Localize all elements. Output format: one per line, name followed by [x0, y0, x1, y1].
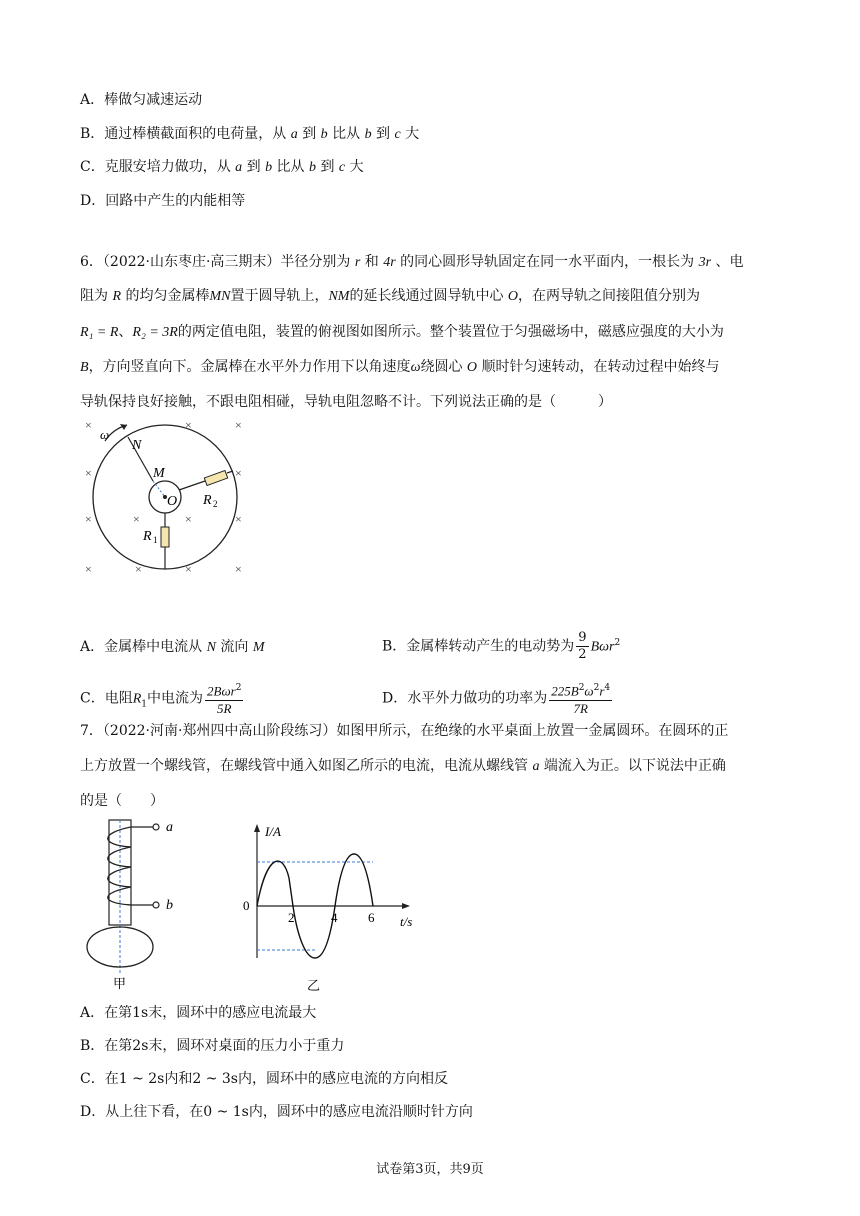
page-footer: 试卷第3页，共9页	[376, 1162, 484, 1177]
q6-stem-line4: B，方向竖直向下。金属棒在水平外力作用下以角速度ω绕圆心 O 顺时针匀速转动，在转动过程中始终与	[80, 359, 720, 375]
q5-option-c: C．克服安培力做功，从 a 到 b 比从 b 到 c 大	[80, 159, 364, 175]
resistor-r1	[161, 527, 169, 547]
rod-extension	[153, 481, 165, 497]
q6-option-d: D．水平外力做功的功率为 $\frac{225B^2\omega^2r^4}{7R}$	[382, 680, 614, 717]
q6-option-c: C．电阻$R_1$中电流为 $\frac{2B\omega r^2}{5R}$	[80, 680, 245, 717]
svg-text:t/s: t/s	[400, 914, 413, 929]
q7-stem-line2: 上方放置一个螺线管，在螺线管中通入如图乙所示的电流，电流从螺线管 a 端流入为正。以下说法中正确	[80, 758, 726, 774]
svg-text:×: ×	[235, 512, 242, 526]
svg-text:ω: ω	[100, 427, 110, 442]
svg-text:6: 6	[368, 910, 375, 925]
q6-stem-line3: R₁ = R、R₂ = 3R的两定值电阻，装置的俯视图如图所示。整个装置位于匀强磁场中，磁感应强度的大小为	[80, 324, 724, 340]
q6-stem-line5: 导轨保持良好接触，不跟电阻相碰，导轨电阻忽略不计。下列说法正确的是（ ）	[80, 394, 612, 410]
svg-text:×: ×	[185, 418, 192, 432]
svg-text:×: ×	[235, 418, 242, 432]
terminal-a	[153, 824, 159, 830]
svg-text:×: ×	[185, 562, 192, 576]
svg-text:N: N	[132, 438, 142, 453]
svg-text:R: R	[203, 493, 212, 508]
svg-text:乙: 乙	[307, 978, 321, 993]
svg-text:I/A: I/A	[265, 824, 281, 839]
svg-text:b: b	[166, 898, 173, 913]
q7-figure-jia	[80, 815, 190, 995]
svg-text:R: R	[143, 529, 152, 544]
q6-option-b: B．金属棒转动产生的电动势为 $\frac{9}{2}$ Bωr$^2$	[382, 630, 621, 662]
q7-option-b: B．在第2s末，圆环对桌面的压力小于重力	[80, 1038, 345, 1054]
svg-text:0: 0	[243, 898, 250, 913]
svg-text:甲: 甲	[113, 976, 127, 991]
svg-text:1: 1	[153, 535, 158, 545]
q7-stem-line1: 7．（2022·河南·郑州四中高山阶段练习）如图甲所示，在绝缘的水平桌面上放置一金属圆环。在圆环的正	[80, 723, 729, 739]
svg-text:×: ×	[85, 418, 92, 432]
q6-stem-line1: 6．（2022·山东枣庄·高三期末）半径分别为 r 和 4r 的同心圆形导轨固定在同一水平面内，一根长为 3r 、电	[80, 254, 744, 270]
svg-text:2: 2	[213, 499, 218, 509]
svg-text:M: M	[153, 466, 165, 481]
svg-text:×: ×	[185, 512, 192, 526]
svg-text:×: ×	[235, 466, 242, 480]
q7-option-c: C．在1 ~ 2s内和2 ~ 3s内，圆环中的感应电流的方向相反	[80, 1071, 448, 1087]
terminal-b	[153, 902, 159, 908]
svg-text:×: ×	[133, 512, 140, 526]
svg-text:4: 4	[331, 910, 338, 925]
q7-figure-yi	[235, 818, 435, 998]
resistor-r2	[204, 470, 227, 485]
svg-text:×: ×	[85, 562, 92, 576]
svg-text:O: O	[167, 494, 178, 509]
svg-text:×: ×	[135, 562, 142, 576]
q7-option-d: D．从上往下看，在0 ~ 1s内，圆环中的感应电流沿顺时针方向	[80, 1104, 473, 1120]
q5-option-d: D．回路中产生的内能相等	[80, 193, 246, 209]
svg-text:×: ×	[235, 562, 242, 576]
svg-text:×: ×	[85, 512, 92, 526]
q6-figure	[75, 415, 265, 585]
q6-option-a: A．金属棒中电流从 N 流向 M	[80, 639, 265, 655]
q7-option-a: A．在第1s末，圆环中的感应电流最大	[80, 1005, 317, 1021]
svg-text:×: ×	[85, 466, 92, 480]
svg-text:2: 2	[288, 910, 295, 925]
q7-stem-line3: 的是（ ）	[80, 793, 164, 809]
q6-stem-line2: 阻为 R 的均匀金属棒MN置于圆导轨上，NM的延长线通过圆导轨中心 O，在两导轨之间接阻值分别为	[80, 288, 701, 304]
q5-option-b: B．通过棒横截面积的电荷量，从 a 到 b 比从 b 到 c 大	[80, 126, 420, 142]
q5-option-a: A．棒做匀减速运动	[80, 92, 203, 108]
svg-text:a: a	[166, 820, 173, 835]
